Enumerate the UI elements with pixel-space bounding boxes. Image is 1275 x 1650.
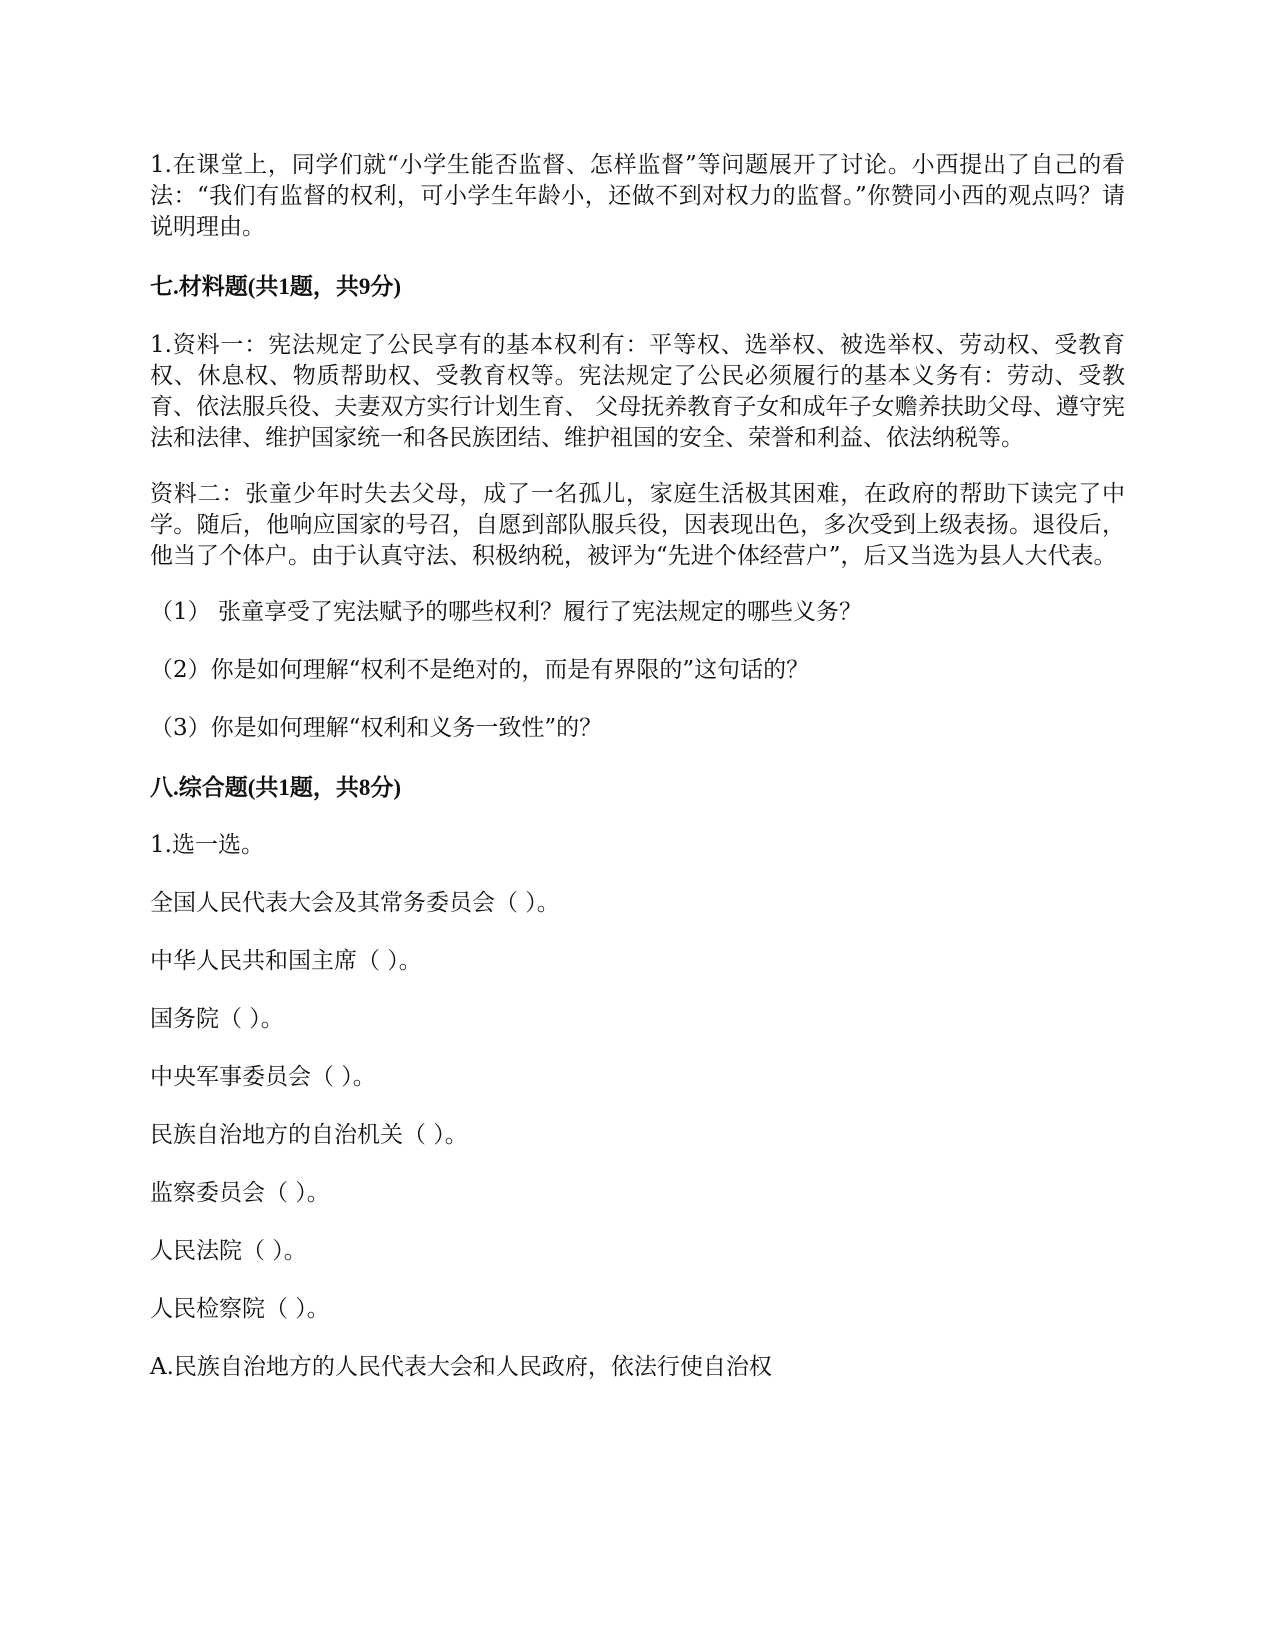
question-6-item-1: 1.在课堂上，同学们就“小学生能否监督、怎样监督”等问题展开了讨论。小西提出了自己的看法：“我们有监督的权利，可小学生年龄小，还做不到对权力的监督。”你赞同小西的观点吗？请说明理由。 [150, 152, 1125, 240]
section-8-heading: 八.综合题(共1题，共8分) [150, 775, 402, 800]
choice-item: 中华人民共和国主席（ ）。 [150, 948, 422, 974]
sub-question-1: （1） 张童享受了宪法赋予的哪些权利？履行了宪法规定的哪些义务？ [150, 599, 862, 625]
sub-question-2: （2）你是如何理解“权利不是绝对的，而是有界限的”这句话的？ [150, 657, 810, 683]
choice-item: 人民检察院（ ）。 [150, 1296, 330, 1322]
choice-item: 中央军事委员会（ ）。 [150, 1064, 376, 1090]
choice-item: 全国人民代表大会及其常务委员会（ ）。 [150, 890, 560, 916]
option-a: A.民族自治地方的人民代表大会和人民政府，依法行使自治权 [150, 1354, 772, 1380]
choice-item: 国务院（ ）。 [150, 1006, 284, 1032]
material-1: 1.资料一：宪法规定了公民享有的基本权利有：平等权、选举权、被选举权、劳动权、受教育权、休息权、物质帮助权、受教育权等。宪法规定了公民必须履行的基本义务有：劳动、受教育、依法服兵役、夫妻双方实行计划生育、 父母抚养教育子女和成年子女赡养扶助父母、遵守宪法和法律、维护国家统一和各民族团结、维护祖国的安全、荣誉和利益、依法纳税等。 [150, 332, 1125, 451]
choice-item: 监察委员会（ ）。 [150, 1180, 330, 1206]
section-7-heading: 七.材料题(共1题，共9分) [150, 274, 402, 299]
section-8-intro: 1.选一选。 [150, 832, 264, 858]
document-page [150, 150, 1125, 1383]
material-2: 资料二：张童少年时失去父母，成了一名孤儿，家庭生活极其困难，在政府的帮助下读完了中学。随后，他响应国家的号召，自愿到部队服兵役，因表现出色，多次受到上级表扬。退役后，他当了个体户。由于认真守法、积极纳税，被评为“先进个体经营户”，后又当选为县人大代表。 [150, 481, 1125, 569]
choice-item: 民族自治地方的自治机关（ ）。 [150, 1122, 468, 1148]
sub-question-3: （3）你是如何理解“权利和义务一致性”的？ [150, 715, 603, 741]
choice-item: 人民法院（ ）。 [150, 1238, 307, 1264]
